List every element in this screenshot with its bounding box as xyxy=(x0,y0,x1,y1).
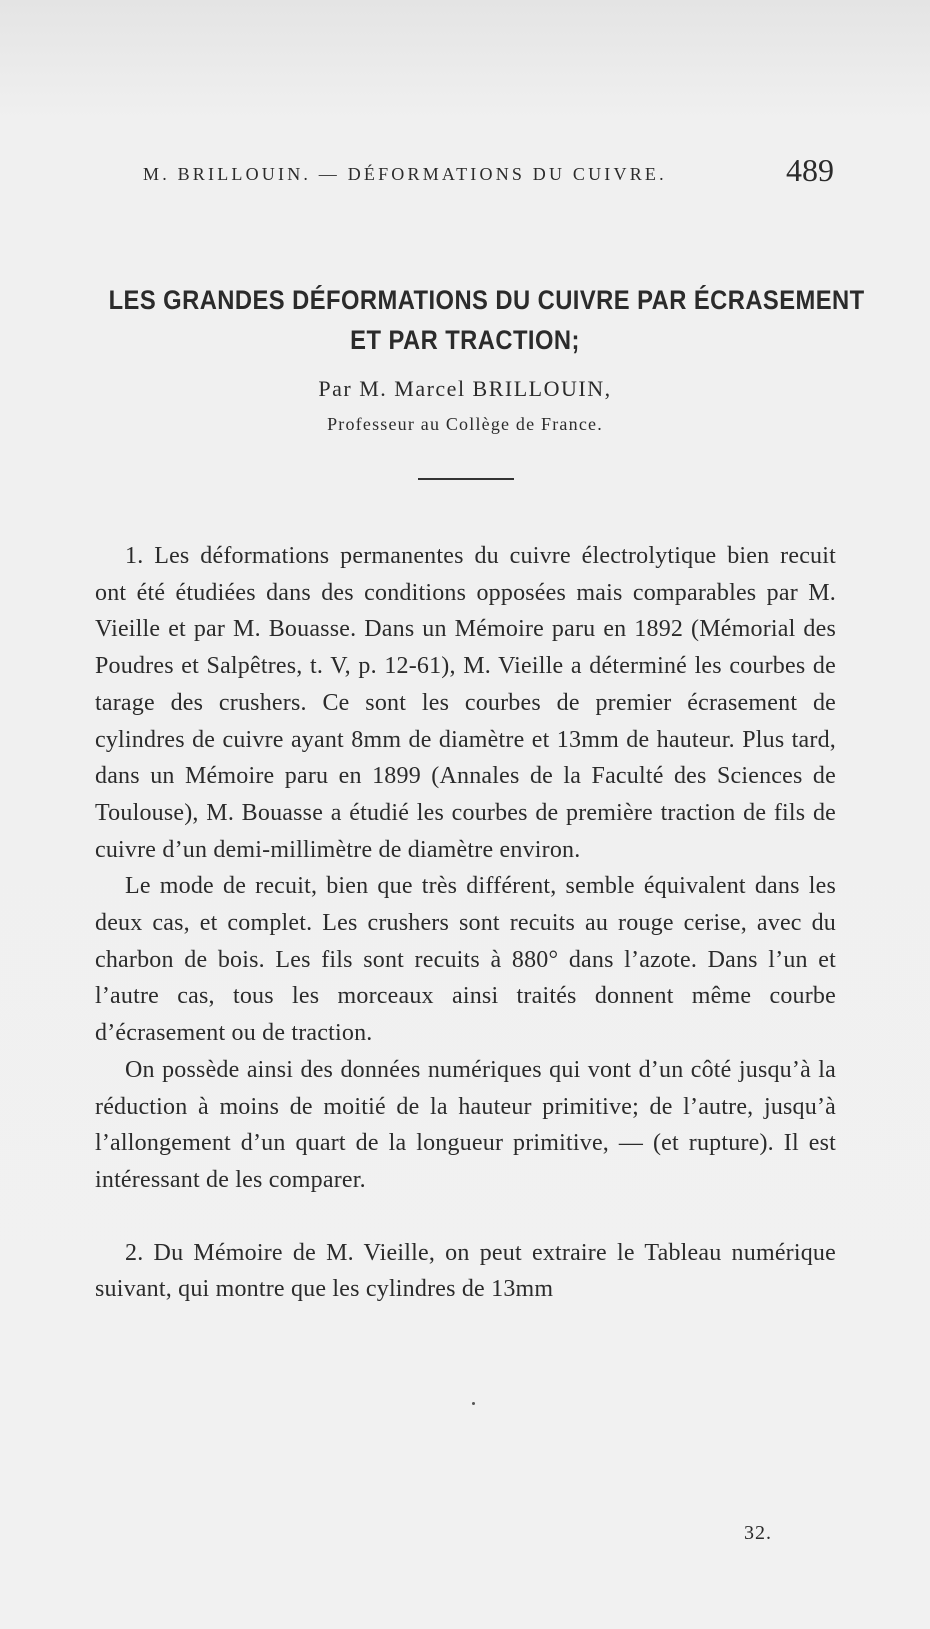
page-number: 489 xyxy=(786,152,834,188)
paragraph-2: Le mode de recuit, bien que très différent, semble équivalent dans les deux cas, et complet. Les crushers sont recuits au rouge cerise, avec du charbon de bois. Les fils sont recuits à 880° dans l’azote. Dans l’un et l’autre cas, tous les morceaux ainsi traités donnent même courbe d’écrasement ou de traction. xyxy=(95,873,836,1047)
print-speck xyxy=(472,1402,475,1405)
paragraph-4: 2. Du Mémoire de M. Vieille, on peut extraire le Tableau numérique suivant, qui montre que les cylindres de 13mm xyxy=(95,1239,836,1303)
paragraph-1: 1. Les déformations permanentes du cuivre électrolytique bien recuit ont été étudiées dans des conditions opposées mais comparables par M. Vieille et par M. Bouasse. Dans un Mémoire paru en 1892 (Mémorial des Poudres et Salpêtres, t. V, p. 12-61), M. Vieille a déterminé les courbes de tarage des crushers. Ce sont les courbes de premier écrasement de cylindres de cuivre ayant 8mm de diamètre et 13mm de hauteur. Plus tard, dans un Mémoire paru en 1899 (Annales de la Faculté des Sciences de Toulouse), M. Bouasse a étudié les courbes de première traction de fils de cuivre d’un demi-millimètre de diamètre environ. xyxy=(95,543,836,863)
author-line: Par M. Marcel BRILLOUIN, xyxy=(318,376,612,401)
running-head-title: M. BRILLOUIN. — DÉFORMATIONS DU CUIVRE. xyxy=(143,164,667,184)
paragraph-3: On possède ainsi des données numériques qui vont d’un côté jusqu’à la réduction à moins de moitié de la hauteur primitive; de l’autre, jusqu’à l’allongement d’un quart de la longueur primitive, — (et rupture). Il est intéressant de les comparer. xyxy=(95,1056,836,1193)
article-body xyxy=(95,538,836,1308)
article-title xyxy=(108,280,865,360)
article-title-line-1: LES GRANDES DÉFORMATIONS DU CUIVRE PAR ÉCRASEMENT xyxy=(108,285,865,315)
title-separator-rule xyxy=(418,478,514,480)
author-affiliation: Professeur au Collège de France. xyxy=(327,414,603,434)
signature-mark: 32. xyxy=(744,1522,772,1544)
article-title-line-2: ET PAR TRACTION; xyxy=(350,325,580,355)
